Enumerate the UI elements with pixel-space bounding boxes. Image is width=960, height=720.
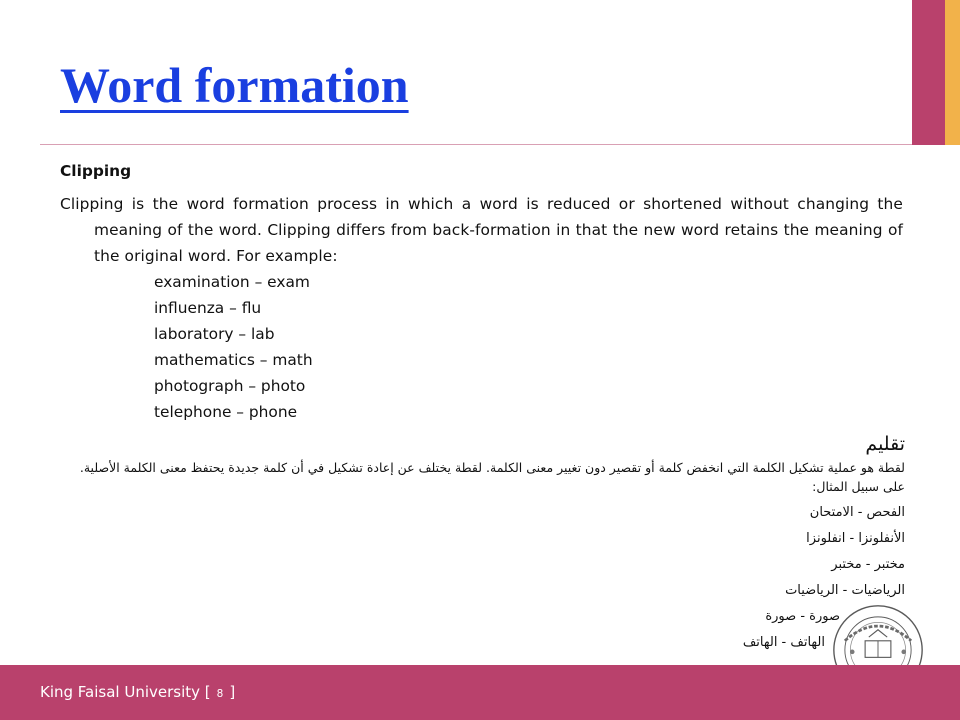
arabic-example-item: الفحص - الامتحان	[809, 505, 905, 520]
example-item: influenza – flu	[154, 299, 262, 317]
arabic-content	[55, 430, 905, 656]
example-item: telephone – phone	[154, 403, 298, 421]
accent-bar	[912, 0, 945, 145]
arabic-paragraph: لقطة هو عملية تشكيل الكلمة التي انخفض كلمة أو تقصير دون تغيير معنى الكلمة. لقطة يختلف عن إعادة تشكيل في أن كلمة جديدة يحتفظ معنى الكلمة الأصلية. على سبيل المثال:	[79, 460, 905, 494]
slide-title[interactable]: Word formation	[60, 57, 409, 113]
example-item: laboratory – lab	[154, 325, 275, 343]
example-item: photograph – photo	[154, 377, 306, 395]
footer-bracket: ]	[229, 683, 236, 701]
arabic-example-item: مختبر - مختبر	[831, 557, 905, 572]
page-number: 8	[216, 688, 224, 700]
footer-bar	[0, 665, 960, 720]
arabic-example-list	[55, 500, 905, 656]
title-divider	[40, 144, 912, 145]
example-item: examination – exam	[154, 273, 310, 291]
section-heading: Clipping	[60, 162, 132, 180]
arabic-example-item: صورة - صورة	[765, 609, 840, 624]
example-list	[60, 269, 903, 425]
footer-label	[40, 679, 235, 707]
arabic-example-item: الرياضيات - الرياضيات	[785, 583, 905, 598]
example-item: mathematics – math	[154, 351, 313, 369]
english-content	[60, 160, 903, 425]
university-name: King Faisal University [	[40, 683, 211, 701]
accent-bar-secondary	[945, 0, 960, 145]
definition-paragraph: Clipping is the word formation process in which a word is reduced or shortened without changing the meaning of the word. Clipping differs from back-formation in that the new word retains the meaning of the original word. For example:	[60, 195, 903, 265]
arabic-heading: تقليم	[865, 433, 905, 455]
arabic-example-item: الأنفلونزا - انفلونزا	[806, 531, 905, 546]
arabic-example-item: الهاتف - الهاتف	[742, 635, 825, 650]
